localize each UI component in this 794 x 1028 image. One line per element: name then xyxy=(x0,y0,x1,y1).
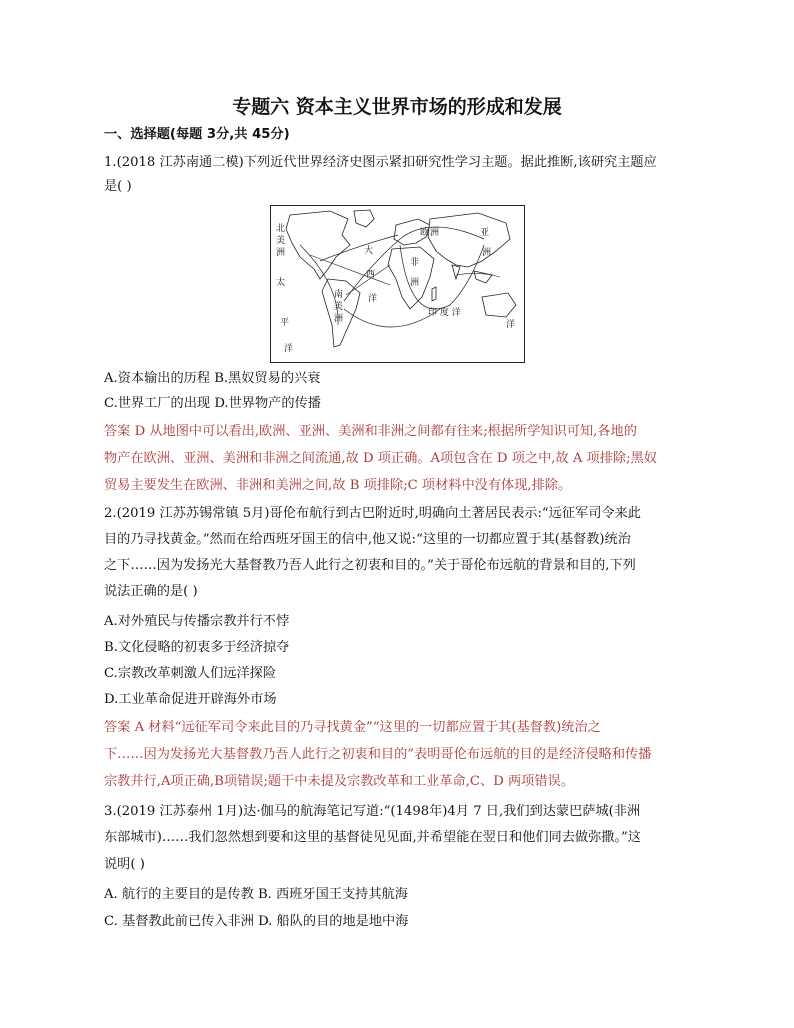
q1-options: A.资本输出的历程 B.黑奴贸易的兴衰 xyxy=(104,371,321,386)
map-label-ocean: 洋 xyxy=(506,320,516,330)
q3-options: C. 基督教此前已传入非洲 D. 船队的目的地是地中海 xyxy=(104,914,409,929)
q2-option-b: B.文化侵略的初衷多于经济掠夺 xyxy=(104,640,290,655)
map-label-europe: 欧 xyxy=(420,228,430,238)
map-label-south-america: 南 xyxy=(334,290,344,300)
q2-option-d: D.工业革命促进开辟海外市场 xyxy=(104,692,277,707)
section-heading: 一、选择题(每题 3分,共 45分) xyxy=(104,127,290,142)
world-map-figure xyxy=(270,205,525,363)
map-label-south-america: 美 xyxy=(334,302,344,312)
q2-option-c: C.宗教改革刺激人们远洋探险 xyxy=(104,666,277,681)
q2-stem: 之下……因为发扬光大基督教乃吾人此行之初衷和目的。”关于哥伦布远航的背景和目的,下列 xyxy=(104,558,636,573)
map-label-europe: 洲 xyxy=(430,228,440,238)
map-label-south-america: 洲 xyxy=(334,314,344,324)
map-label-pacific: 洋 xyxy=(284,344,294,354)
q2-stem: 2.(2019 江苏苏锡常镇 5月)哥伦布航行到古巴附近时,明确向土著居民表示:“远征军司令来此 xyxy=(104,506,641,521)
map-label-pacific: 平 xyxy=(280,318,290,328)
map-label-atlantic: 西 xyxy=(366,270,376,280)
q3-stem: 3.(2019 江苏泰州 1月)达·伽马的航海笔记写道:“(1498年)4月 7 日,我们到达蒙巴萨城(非洲 xyxy=(104,804,641,819)
q3-stem: 东部城市)……我们忽然想到要和这里的基督徒见见面,并希望能在翌日和他们同去做弥撒。”这 xyxy=(104,830,641,845)
q1-stem: 1.(2018 江苏南通二模)下列近代世界经济史图示紧扣研究性学习主题。据此推断,该研究主题应 xyxy=(104,155,657,170)
q1-answer: 答案 D 从地图中可以看出,欧洲、亚洲、美洲和非洲之间都有往来;根据所学知识可知,各地的 xyxy=(104,424,637,439)
map-label-america: 美 xyxy=(276,236,286,246)
map-label-north: 北 xyxy=(276,224,286,234)
map-label-asia: 洲 xyxy=(482,248,492,258)
world-trade-map xyxy=(270,205,525,363)
map-label-continent: 洲 xyxy=(276,248,286,258)
q1-options: C.世界工厂的出现 D.世界物产的传播 xyxy=(104,396,321,411)
map-label-pacific: 太 xyxy=(276,278,286,288)
q3-stem: 说明( ) xyxy=(104,857,145,872)
page-title: 专题六 资本主义世界市场的形成和发展 xyxy=(232,96,562,118)
q2-answer: 答案 A 材料“远征军司令来此目的乃寻找黄金”“这里的一切都应置于其(基督教)统治之 xyxy=(104,720,601,735)
q2-answer: 宗教并行,A项正确,B项错误;题干中未提及宗教改革和工业革命,C、D 两项错误。 xyxy=(104,774,574,789)
q2-stem: 说法正确的是( ) xyxy=(104,584,198,599)
map-label-atlantic: 大 xyxy=(364,246,374,256)
map-label-atlantic: 洋 xyxy=(368,294,378,304)
q2-stem: 目的乃寻找黄金。”然而在给西班牙国王的信中,他又说:“这里的一切都应置于其(基督教)统治 xyxy=(104,532,631,547)
q1-answer: 贸易主要发生在欧洲、非洲和美洲之间,故 B 项排除;C 项材料中没有体现,排除。 xyxy=(104,478,572,493)
map-label-indian-ocean: 印 度 洋 xyxy=(428,308,461,318)
map-label-asia: 亚 xyxy=(480,228,490,238)
map-label-africa: 非 xyxy=(410,258,420,268)
map-label-africa: 洲 xyxy=(410,278,420,288)
q2-answer: 下……因为发扬光大基督教乃吾人此行之初衷和目的”表明哥伦布远航的目的是经济侵略和传播 xyxy=(104,747,652,762)
q2-option-a: A.对外殖民与传播宗教并行不悖 xyxy=(104,614,290,629)
q1-answer: 物产在欧洲、亚洲、美洲和非洲之间流通,故 D 项正确。A项包含在 D 项之中,故 A 项排除;黑奴 xyxy=(104,451,657,466)
q3-options: A. 航行的主要目的是传教 B. 西班牙国王支持其航海 xyxy=(104,887,408,902)
q1-stem: 是( ) xyxy=(104,179,132,194)
